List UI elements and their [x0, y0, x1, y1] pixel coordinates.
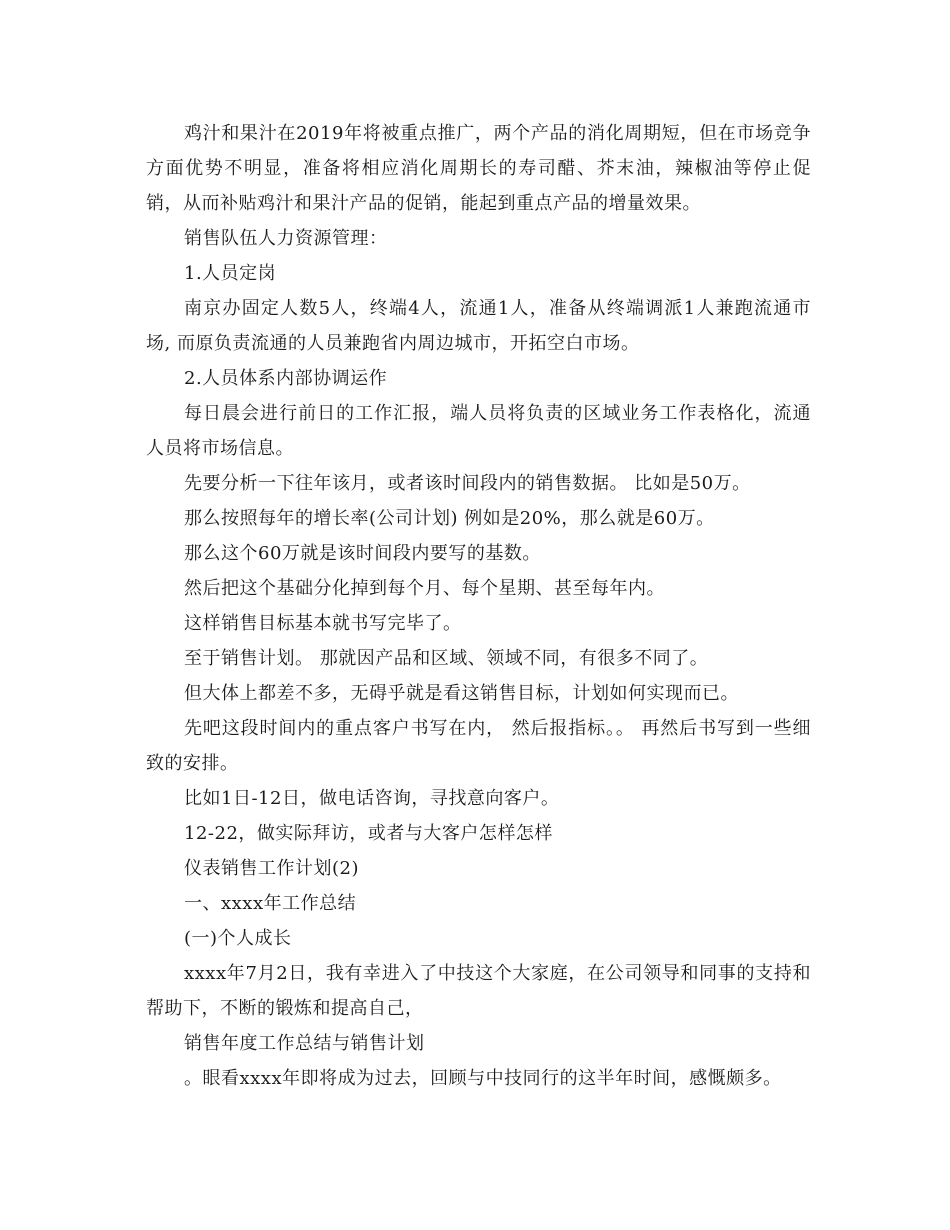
paragraph-15: 比如1日-12日，做电话咨询，寻找意向客户。: [184, 788, 560, 809]
document-body: [146, 116, 811, 1096]
paragraph-8: 那么按照每年的增长率(公司计划) 例如是20%，那么就是60万。: [184, 508, 715, 529]
paragraph-1: 鸡汁和果汁在2019年将被重点推广，两个产品的消化周期短，但在市场竞争方面优势不明显，准备将相应消化周期长的寿司醋、芥末油，辣椒油等停止促销，从而补贴鸡汁和果汁产品的促销，能起到重点产品的增量效果。: [146, 123, 811, 214]
paragraph-13: 但大体上都差不多，无碍乎就是看这销售目标，计划如何实现而已。: [184, 683, 739, 704]
paragraph-22: 。眼看xxxx年即将成为过去，回顾与中技同行的这半年时间，感慨颇多。: [184, 1068, 782, 1089]
paragraph-2: 销售队伍人力资源管理：: [184, 228, 388, 249]
paragraph-20: xxxx年7月2日，我有幸进入了中技这个大家庭，在公司领导和同事的支持和帮助下，不断的锻炼和提高自己，: [146, 963, 811, 1019]
paragraph-5: 2.人员体系内部协调运作: [184, 368, 388, 389]
paragraph-12: 至于销售计划。 那就因产品和区域、领域不同，有很多不同了。: [184, 648, 709, 669]
paragraph-19: (一)个人成长: [184, 928, 292, 949]
paragraph-7: 先要分析一下往年该月，或者该时间段内的销售数据。 比如是50万。: [184, 473, 751, 494]
paragraph-21: 销售年度工作总结与销售计划: [184, 1033, 425, 1054]
paragraph-17: 仪表销售工作计划(2): [184, 858, 359, 879]
paragraph-4: 南京办固定人数5人，终端4人，流通1人，准备从终端调派1人兼跑流通市场, 而原负责流通的人员兼跑省内周边城市，开拓空白市场。: [146, 298, 811, 354]
paragraph-10: 然后把这个基础分化掉到每个月、每个星期、甚至每年内。: [184, 578, 665, 599]
paragraph-18: 一、xxxx年工作总结: [184, 893, 357, 914]
paragraph-16: 12-22，做实际拜访，或者与大客户怎样怎样: [184, 823, 553, 844]
paragraph-6: 每日晨会进行前日的工作汇报，端人员将负责的区域业务工作表格化，流通人员将市场信息。: [146, 403, 811, 459]
paragraph-14: 先吧这段时间内的重点客户书写在内， 然后报指标。。 再然后书写到一些细致的安排。: [146, 718, 811, 774]
paragraph-11: 这样销售目标基本就书写完毕了。: [184, 613, 462, 634]
paragraph-3: 1.人员定岗: [184, 263, 277, 284]
paragraph-9: 那么这个60万就是该时间段内要写的基数。: [184, 543, 541, 564]
